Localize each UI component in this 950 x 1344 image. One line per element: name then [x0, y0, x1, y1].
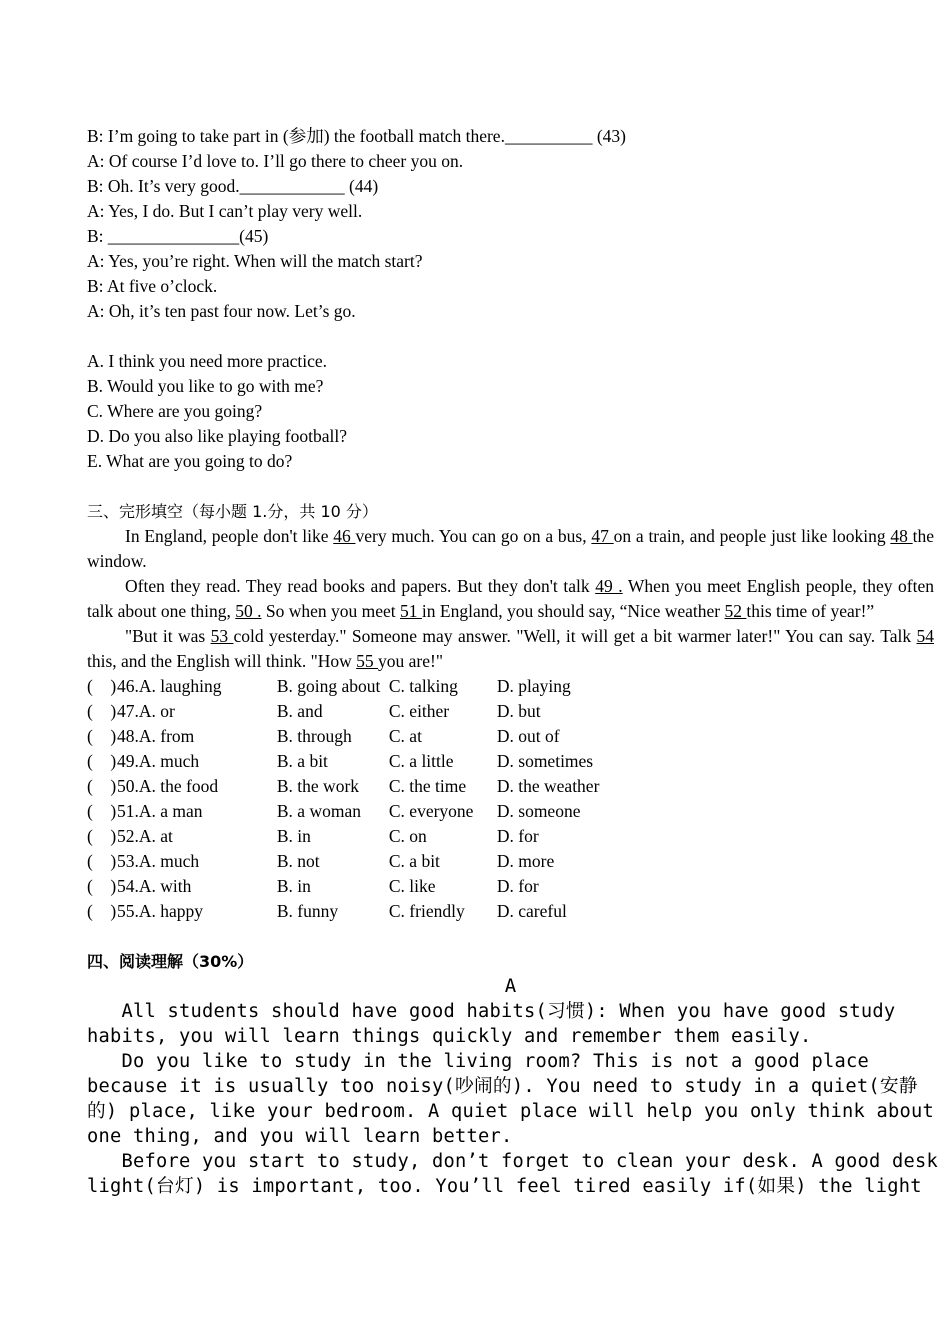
option-item: D. Do you also like playing football? [87, 426, 348, 446]
choice-a: A. happy [138, 901, 204, 921]
choice-c: C. on [388, 826, 427, 846]
blank-54: 54 [916, 626, 934, 646]
question-number: 49. [117, 751, 139, 771]
blank-49: 49 . [595, 576, 623, 596]
answer-bracket[interactable]: ( ) [87, 701, 117, 721]
choice-a: A. a man [138, 801, 203, 821]
question-row [87, 799, 934, 824]
answer-bracket[interactable]: ( ) [87, 901, 117, 921]
blank-51: 51 [400, 601, 422, 621]
choice-b: B. in [276, 876, 311, 896]
question-row [87, 899, 934, 924]
question-number: 51. [117, 801, 139, 821]
text: In England, people don't like [125, 526, 334, 546]
choice-d: D. but [496, 701, 541, 721]
choice-c: C. a bit [388, 851, 440, 871]
option-item: B. Would you like to go with me? [87, 376, 324, 396]
choice-c: C. talking [388, 676, 458, 696]
text: cold yesterday." Someone may answer. "Well, it will get a bit warmer later!" You can say. Talk [233, 626, 917, 646]
choice-d: D. for [496, 826, 539, 846]
question-row [87, 749, 934, 774]
section4-heading: 四、阅读理解（30%） [87, 952, 254, 971]
choice-c: C. the time [388, 776, 467, 796]
spacer [87, 324, 934, 349]
answer-bracket[interactable]: ( ) [87, 851, 117, 871]
answer-bracket[interactable]: ( ) [87, 801, 117, 821]
cloze-paragraph-1 [87, 524, 934, 574]
choice-c: C. friendly [388, 901, 465, 921]
answer-bracket[interactable]: ( ) [87, 876, 117, 896]
answer-bracket[interactable]: ( ) [87, 726, 117, 746]
answer-bracket[interactable]: ( ) [87, 776, 117, 796]
blank-55: 55 [356, 651, 379, 671]
choice-d: D. sometimes [496, 751, 594, 771]
text: So when you meet [261, 601, 401, 621]
dialogue-line: A: Oh, it’s ten past four now. Let’s go. [87, 301, 356, 321]
option-item: C. Where are you going? [87, 401, 263, 421]
passage-title: A [504, 975, 517, 997]
choice-a: A. at [138, 826, 173, 846]
dialogue-line: A: Of course I’d love to. I’ll go there to cheer you on. [87, 151, 464, 171]
question-number: 46. [117, 676, 139, 696]
question-number: 52. [117, 826, 139, 846]
text: "But it was [125, 626, 211, 646]
dialogue-line: A: Yes, I do. But I can’t play very well. [87, 201, 363, 221]
choice-c: C. like [388, 876, 436, 896]
question-number: 48. [117, 726, 139, 746]
passage-line: All students should have good habits(习惯): When you have good study [87, 1001, 896, 1022]
dialogue-line: B: I’m going to take part in (参加) the football match there.__________ (43) [87, 126, 626, 146]
choice-c: C. a little [388, 751, 454, 771]
blank-50: 50 . [235, 601, 262, 621]
text: you are!" [378, 651, 443, 671]
text: this time of year!” [746, 601, 875, 621]
answer-options [87, 349, 934, 474]
text: When you meet English people, they often talk about one thing, [87, 576, 935, 621]
spacer [87, 924, 934, 949]
choice-a: A. the food [138, 776, 219, 796]
choice-c: C. everyone [388, 801, 474, 821]
choice-d: D. playing [496, 676, 571, 696]
text: in England, you should say, “Nice weather [421, 601, 725, 621]
option-item: A. I think you need more practice. [87, 351, 328, 371]
dialogue [87, 124, 934, 324]
question-number: 53. [117, 851, 139, 871]
section3-heading: 三、完形填空（每小题 1.分，共 10 分） [87, 502, 378, 521]
dialogue-line: B: Oh. It’s very good.____________ (44) [87, 176, 379, 196]
choice-b: B. going about [276, 676, 381, 696]
cloze-paragraph-2 [87, 574, 934, 624]
choice-d: D. for [496, 876, 539, 896]
question-row [87, 849, 934, 874]
blank-47: 47 [591, 526, 614, 546]
choice-b: B. in [276, 826, 311, 846]
answer-bracket[interactable]: ( ) [87, 751, 117, 771]
choice-d: D. more [496, 851, 555, 871]
question-row [87, 724, 934, 749]
choice-b: B. the work [276, 776, 360, 796]
choice-a: A. or [138, 701, 175, 721]
passage-line: Before you start to study, don’t forget to clean your desk. A good desk [87, 1151, 939, 1172]
passage-line: light(台灯) is important, too. You’ll feel tired easily if(如果) the light [87, 1176, 922, 1197]
text: Often they read. They read books and papers. But they don't talk [125, 576, 596, 596]
choice-b: B. not [276, 851, 320, 871]
passage-line: one thing, and you will learn better. [87, 1126, 513, 1147]
choice-a: A. from [138, 726, 195, 746]
choice-d: D. the weather [496, 776, 600, 796]
choice-a: A. much [138, 851, 200, 871]
question-number: 54. [117, 876, 139, 896]
question-number: 55. [117, 901, 139, 921]
blank-53: 53 [210, 626, 234, 646]
text: the window. [87, 526, 935, 571]
question-number: 50. [117, 776, 139, 796]
question-number: 47. [117, 701, 139, 721]
spacer [87, 474, 934, 499]
text: very much. You can go on a bus, [355, 526, 592, 546]
choice-d: D. out of [496, 726, 560, 746]
text: on a train, and people just like looking [613, 526, 891, 546]
reading-passage [87, 999, 939, 1199]
exam-page [87, 124, 939, 1199]
option-item: E. What are you going to do? [87, 451, 293, 471]
choice-a: A. laughing [138, 676, 222, 696]
question-row [87, 774, 934, 799]
dialogue-line: B: At five o’clock. [87, 276, 218, 296]
passage-line: habits, you will learn things quickly and remember them easily. [87, 1026, 812, 1047]
blank-52: 52 [724, 601, 747, 621]
answer-bracket[interactable]: ( ) [87, 826, 117, 846]
choice-b: B. a woman [276, 801, 361, 821]
cloze-questions [87, 674, 934, 924]
passage-line: Do you like to study in the living room? This is not a good place [87, 1051, 870, 1072]
question-row [87, 824, 934, 849]
answer-bracket[interactable]: ( ) [87, 676, 117, 696]
choice-d: D. someone [496, 801, 581, 821]
dialogue-line: A: Yes, you’re right. When will the match start? [87, 251, 423, 271]
choice-b: B. and [276, 701, 323, 721]
choice-d: D. careful [496, 901, 567, 921]
cloze-paragraph-3 [87, 624, 934, 674]
choice-a: A. with [138, 876, 192, 896]
choice-c: C. either [388, 701, 450, 721]
question-row [87, 874, 934, 899]
passage-line: because it is usually too noisy(吵闹的). You need to study in a quiet(安静 [87, 1076, 918, 1097]
dialogue-line: B: _______________(45) [87, 226, 269, 246]
choice-b: B. funny [276, 901, 339, 921]
blank-46: 46 [333, 526, 356, 546]
choice-a: A. much [138, 751, 200, 771]
choice-c: C. at [388, 726, 422, 746]
choice-b: B. through [276, 726, 352, 746]
question-row [87, 674, 934, 699]
choice-b: B. a bit [276, 751, 328, 771]
text: this, and the English will think. "How [87, 651, 357, 671]
blank-48: 48 [890, 526, 913, 546]
passage-line: 的) place, like your bedroom. A quiet place will help you only think about [87, 1101, 934, 1122]
question-row [87, 699, 934, 724]
